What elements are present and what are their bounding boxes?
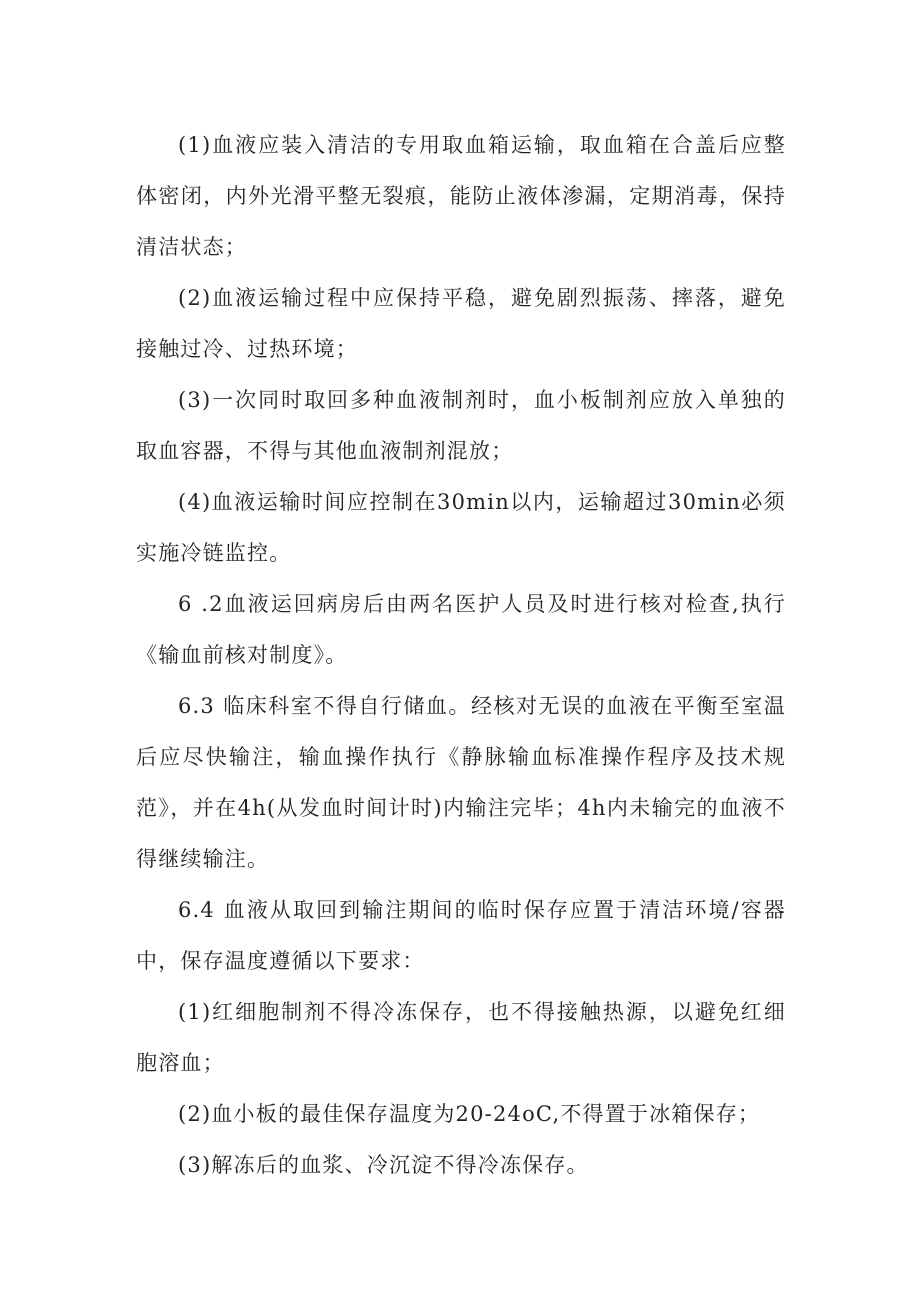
paragraph-red-cell-storage: (1)红细胞制剂不得冷冻保存，也不得接触热源，以避免红细胞溶血； [136, 1000, 786, 1075]
paragraph-6-4: 6.4 血液从取回到输注期间的临时保存应置于清洁环境/容器中，保存温度遵循以下要求： [136, 898, 786, 973]
paragraph-platelet-storage: (2)血小板的最佳保存温度为20-24oC,不得置于冰箱保存； [178, 1102, 761, 1126]
paragraph-transport-container: (1)血液应装入清洁的专用取血箱运输，取血箱在合盖后应整体密闭，内外光滑平整无裂痕，能防止液体渗漏，定期消毒，保持清洁状态； [136, 133, 786, 259]
paragraph-transport-time: (4)血液运输时间应控制在30min以内，运输超过30min必须实施冷链监控。 [136, 490, 786, 565]
paragraph-6-3: 6.3 临床科室不得自行储血。经核对无误的血液在平衡至室温后应尽快输注，输血操作执行《静脉输血标准操作程序及技术规范》，并在4h(从发血时间计时)内输注完毕；4h内未输完的血液不得继续输注。 [136, 694, 786, 871]
paragraph-platelet-container: (3)一次同时取回多种血液制剂时，血小板制剂应放入单独的取血容器，不得与其他血液制剂混放； [136, 388, 786, 463]
paragraph-transport-stability: (2)血液运输过程中应保持平稳，避免剧烈振荡、摔落，避免接触过冷、过热环境； [136, 286, 786, 361]
document-body [136, 120, 786, 1191]
paragraph-6-2: 6 .2血液运回病房后由两名医护人员及时进行核对检查,执行《输血前核对制度》。 [136, 592, 786, 667]
paragraph-plasma-storage: (3)解冻后的血浆、冷沉淀不得冷冻保存。 [178, 1153, 589, 1177]
